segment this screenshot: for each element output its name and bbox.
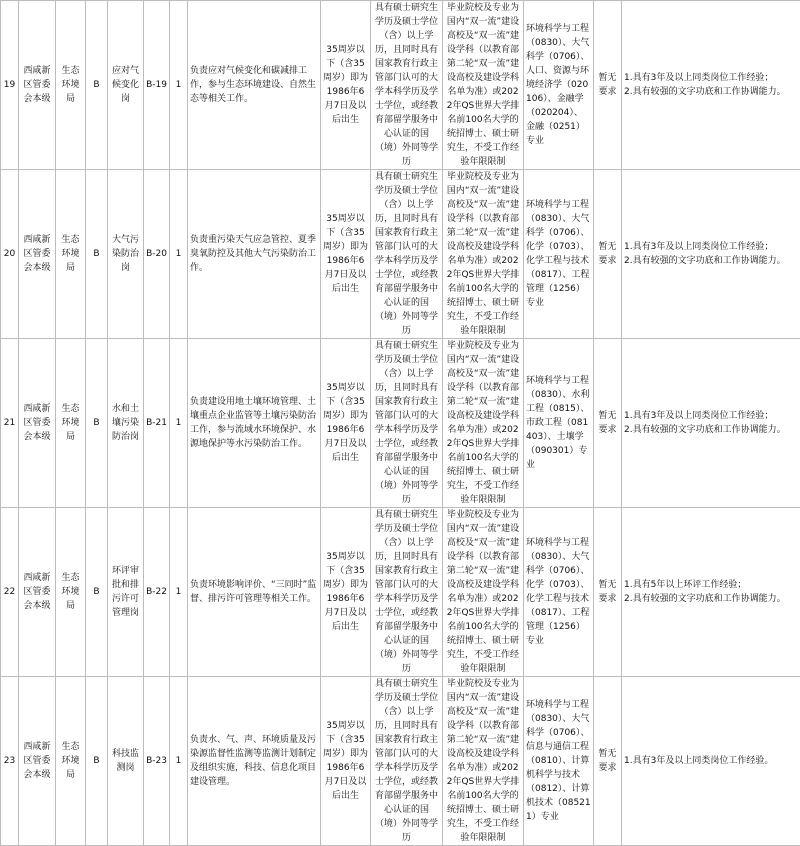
cell-age: 35周岁以下（含35周岁）即为1986年6月7日及以后出生 bbox=[321, 339, 371, 508]
table-body bbox=[1, 1, 800, 846]
cell-major: 环境科学与工程（0830）、大气科学（0706）、化学（0703）、化学工程与技术（0817）、工程管理（1256）专业 bbox=[524, 508, 594, 677]
cell-unit: 西咸新区管委会本级 bbox=[19, 508, 56, 677]
table-row bbox=[1, 170, 800, 339]
education-text: 具有硕士研究生学历及硕士学位（含）以上学历，且同时具有国家教育行政主管部门认可的大学本科学历及学士学位，或经教育部留学服务中心认证的国（境）外同等学历 bbox=[374, 508, 439, 676]
cell-department: 生态环境局 bbox=[56, 508, 86, 677]
cell-age: 35周岁以下（含35周岁）即为1986年6月7日及以后出生 bbox=[321, 677, 371, 846]
cell-duty: 负责环境影响评价、“三同时”监督、排污许可管理等相关工作。 bbox=[188, 508, 321, 677]
education-text: 具有硕士研究生学历及硕士学位（含）以上学历，且同时具有国家教育行政主管部门认可的大学本科学历及学士学位，或经教育部留学服务中心认证的国（境）外同等学历 bbox=[374, 339, 439, 507]
cell-major: 环境科学与工程（0830）、大气科学（0706）、人口、资源与环境经济学（020106）、金融学（020204）、金融（0251）专业 bbox=[524, 1, 594, 170]
cell-unit: 西咸新区管委会本级 bbox=[19, 677, 56, 846]
cell-category: B bbox=[86, 677, 108, 846]
education-text: 具有硕士研究生学历及硕士学位（含）以上学历，且同时具有国家教育行政主管部门认可的大学本科学历及学士学位，或经教育部留学服务中心认证的国（境）外同等学历 bbox=[374, 1, 439, 169]
cell-age: 35周岁以下（含35周岁）即为1986年6月7日及以后出生 bbox=[321, 1, 371, 170]
cell-post-code: B-19 bbox=[144, 1, 170, 170]
cell-post-code: B-22 bbox=[144, 508, 170, 677]
cell-education bbox=[371, 339, 443, 508]
cell-count: 1 bbox=[170, 170, 188, 339]
cell-category: B bbox=[86, 508, 108, 677]
cell-count: 1 bbox=[170, 677, 188, 846]
other-requirements-text: 1.具有3年及以上同类岗位工作经验； 2.具有较强的文字功底和工作协调能力。 bbox=[624, 240, 798, 268]
table-row bbox=[1, 1, 800, 170]
cell-department: 生态环境局 bbox=[56, 677, 86, 846]
cell-school: 毕业院校及专业为国内“双一流”建设高校及“双一流”建设学科（以教育部第二轮“双一流”建设高校及建设学科名单为准）或2022年QS世界大学排名前100名大学的统招博士、硕士研究生，不受工作经验年限限制 bbox=[443, 170, 524, 339]
cell-major: 环境科学与工程（0830）、大气科学（0706）、信息与通信工程（0810）、计算机科学与技术（0812）、计算机技术（085211）专业 bbox=[524, 677, 594, 846]
cell-duty: 负责重污染天气应急管控、夏季臭氧防控及其他大气污染防治工作。 bbox=[188, 170, 321, 339]
cell-education bbox=[371, 170, 443, 339]
cell-unit: 西咸新区管委会本级 bbox=[19, 170, 56, 339]
cell-school: 毕业院校及专业为国内“双一流”建设高校及“双一流”建设学科（以教育部第二轮“双一流”建设高校及建设学科名单为准）或2022年QS世界大学排名前100名大学的统招博士、硕士研究生，不受工作经验年限限制 bbox=[443, 339, 524, 508]
cell-school: 毕业院校及专业为国内“双一流”建设高校及“双一流”建设学科（以教育部第二轮“双一流”建设高校及建设学科名单为准）或2022年QS世界大学排名前100名大学的统招博士、硕士研究生，不受工作经验年限限制 bbox=[443, 1, 524, 170]
cell-education bbox=[371, 677, 443, 846]
cell-education bbox=[371, 1, 443, 170]
cell-index: 21 bbox=[1, 339, 19, 508]
cell-post-name: 大气污染防治岗 bbox=[108, 170, 144, 339]
cell-major: 环境科学与工程（0830）、水利工程（0815）、市政工程（081403）、土壤学（090301）专业 bbox=[524, 339, 594, 508]
cell-department: 生态环境局 bbox=[56, 339, 86, 508]
cell-other bbox=[622, 677, 800, 846]
education-text: 具有硕士研究生学历及硕士学位（含）以上学历，且同时具有国家教育行政主管部门认可的大学本科学历及学士学位，或经教育部留学服务中心认证的国（境）外同等学历 bbox=[374, 677, 439, 845]
cell-age: 35周岁以下（含35周岁）即为1986年6月7日及以后出生 bbox=[321, 170, 371, 339]
cell-political: 暂无要求 bbox=[594, 339, 622, 508]
cell-post-name: 应对气候变化岗 bbox=[108, 1, 144, 170]
cell-political: 暂无要求 bbox=[594, 508, 622, 677]
education-text: 具有硕士研究生学历及硕士学位（含）以上学历，且同时具有国家教育行政主管部门认可的大学本科学历及学士学位，或经教育部留学服务中心认证的国（境）外同等学历 bbox=[374, 170, 439, 338]
cell-political: 暂无要求 bbox=[594, 1, 622, 170]
cell-post-name: 科技监测岗 bbox=[108, 677, 144, 846]
cell-index: 20 bbox=[1, 170, 19, 339]
cell-post-code: B-20 bbox=[144, 170, 170, 339]
cell-education bbox=[371, 508, 443, 677]
cell-post-name: 水和土壤污染防治岗 bbox=[108, 339, 144, 508]
cell-other bbox=[622, 170, 800, 339]
cell-school: 毕业院校及专业为国内“双一流”建设高校及“双一流”建设学科（以教育部第二轮“双一流”建设高校及建设学科名单为准）或2022年QS世界大学排名前100名大学的统招博士、硕士研究生，不受工作经验年限限制 bbox=[443, 677, 524, 846]
cell-post-name: 环评审批和排污许可管理岗 bbox=[108, 508, 144, 677]
cell-department: 生态环境局 bbox=[56, 1, 86, 170]
cell-political: 暂无要求 bbox=[594, 170, 622, 339]
cell-political: 暂无要求 bbox=[594, 677, 622, 846]
table-row bbox=[1, 339, 800, 508]
cell-count: 1 bbox=[170, 339, 188, 508]
cell-major: 环境科学与工程（0830）、大气科学（0706）、化学（0703）、化学工程与技术（0817）、工程管理（1256）专业 bbox=[524, 170, 594, 339]
cell-duty: 负责应对气候变化和碳减排工作，参与生态环境建设、自然生态等相关工作。 bbox=[188, 1, 321, 170]
cell-count: 1 bbox=[170, 1, 188, 170]
cell-duty: 负责水、气、声、环境质量及污染源监督性监测等监测计划制定及组织实施，科技、信息化项目建设管理。 bbox=[188, 677, 321, 846]
cell-category: B bbox=[86, 339, 108, 508]
cell-other bbox=[622, 1, 800, 170]
other-requirements-text: 1.具有5年以上环评工作经验； 2.具有较强的文字功底和工作协调能力。 bbox=[624, 578, 798, 606]
cell-age: 35周岁以下（含35周岁）即为1986年6月7日及以后出生 bbox=[321, 508, 371, 677]
other-requirements-text: 1.具有3年及以上同类岗位工作经验； 2.具有较强的文字功底和工作协调能力。 bbox=[624, 409, 798, 437]
cell-index: 22 bbox=[1, 508, 19, 677]
cell-other bbox=[622, 339, 800, 508]
other-requirements-text: 1.具有3年及以上同类岗位工作经验； 2.具有较强的文字功底和工作协调能力。 bbox=[624, 71, 798, 99]
cell-post-code: B-21 bbox=[144, 339, 170, 508]
cell-index: 19 bbox=[1, 1, 19, 170]
cell-category: B bbox=[86, 170, 108, 339]
table-row bbox=[1, 508, 800, 677]
cell-duty: 负责建设用地土壤环境管理、土壤重点企业监管等土壤污染防治工作，参与流域水环境保护、水源地保护等水污染防治工作。 bbox=[188, 339, 321, 508]
cell-unit: 西咸新区管委会本级 bbox=[19, 339, 56, 508]
other-requirements-text: 1.具有3年及以上同类岗位工作经验。 bbox=[624, 754, 798, 768]
cell-category: B bbox=[86, 1, 108, 170]
cell-count: 1 bbox=[170, 508, 188, 677]
table-row bbox=[1, 677, 800, 846]
cell-other bbox=[622, 508, 800, 677]
cell-index: 23 bbox=[1, 677, 19, 846]
cell-post-code: B-23 bbox=[144, 677, 170, 846]
cell-school: 毕业院校及专业为国内“双一流”建设高校及“双一流”建设学科（以教育部第二轮“双一流”建设高校及建设学科名单为准）或2022年QS世界大学排名前100名大学的统招博士、硕士研究生，不受工作经验年限限制 bbox=[443, 508, 524, 677]
cell-unit: 西咸新区管委会本级 bbox=[19, 1, 56, 170]
cell-department: 生态环境局 bbox=[56, 170, 86, 339]
